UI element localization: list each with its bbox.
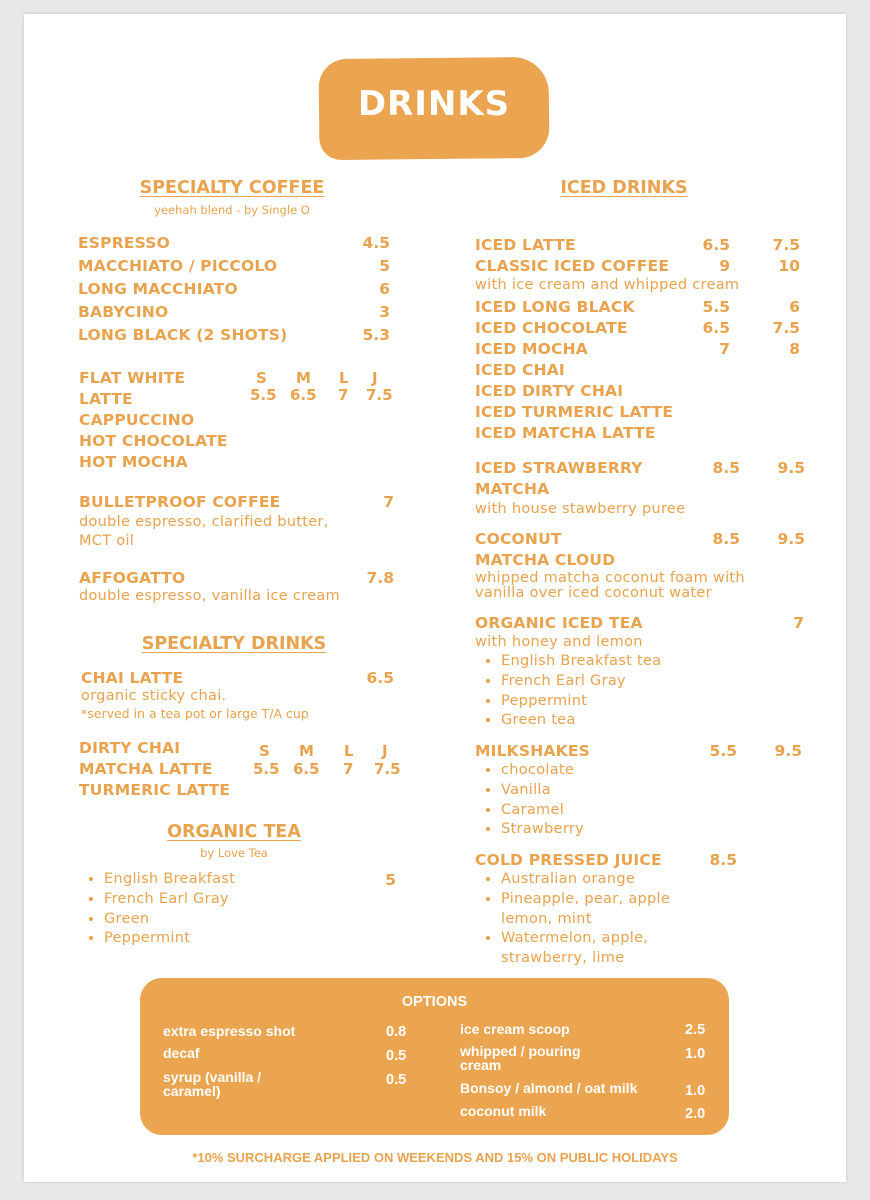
menu-item-name: COCONUT [475,530,562,548]
menu-item-name: MACCHIATO / PICCOLO [78,257,278,275]
menu-item-price: 4.5 [362,234,390,252]
size-price: 7 [338,386,349,404]
menu-item-name: ICED LATTE [475,236,576,254]
menu-item-name: MATCHA [475,480,550,498]
surcharge-note: *10% SURCHARGE APPLIED ON WEEKENDS AND 15% ON PUBLIC HOLIDAYS [192,1150,678,1165]
organic-tea-subtitle: by Love Tea [200,846,268,860]
option-label: coconut milk [460,1103,547,1119]
menu-item-price: 6.5 [702,319,730,337]
menu-item-name: CHAI LATTE [81,669,184,687]
menu-item-name: ICED LONG BLACK [475,298,635,316]
menu-item-name: ICED CHOCOLATE [475,319,628,337]
menu-item-description: with ice cream and whipped cream [475,277,740,293]
juice-list [476,870,670,969]
list-item: • Vanilla [501,781,584,801]
size-price: 7 [343,760,354,778]
menu-item-price: 5.5 [709,742,737,760]
size-price: 6.5 [290,386,317,404]
menu-item-note: *served in a tea pot or large T/A cup [81,706,309,721]
menu-item-description: double espresso, clarified butter, [79,514,329,530]
option-price: 0.8 [386,1024,407,1040]
menu-item-name: BULLETPROOF COFFEE [79,493,281,511]
list-item: • Green [104,910,235,930]
menu-item-price: 7 [793,614,804,632]
menu-item-price: 5 [385,871,396,889]
list-item: • English Breakfast [104,870,235,890]
menu-item-price: 5.3 [362,326,390,344]
options-title: OPTIONS [401,994,468,1010]
size-label: J [372,369,378,387]
list-item: • Pineapple, pear, apple [501,890,670,910]
menu-item-description: vanilla over iced coconut water [475,585,712,601]
menu-item-price: 8 [789,340,800,358]
option-price: 0.5 [386,1072,407,1088]
menu-item-price: 3 [379,303,390,321]
menu-item-name: FLAT WHITE [79,369,186,387]
menu-item-price: 6.5 [702,236,730,254]
menu-item-price: 6 [789,298,800,316]
list-item: • Australian orange [501,870,670,890]
specialty-coffee-subtitle: yeehah blend - by Single O [154,203,310,217]
list-item: • Green tea [501,711,661,731]
menu-item-price: 7.5 [772,236,800,254]
menu-item-price: 5 [379,257,390,275]
option-label: Bonsoy / almond / oat milk [460,1080,638,1096]
menu-item-price: 8.5 [712,530,740,548]
list-item: • French Earl Gray [104,890,235,910]
menu-item-description: with house stawberry puree [475,501,686,517]
options-box [140,978,729,1135]
menu-item-price: 8.5 [712,459,740,477]
list-item-continued: strawberry, lime [501,950,625,967]
menu-page [24,14,846,1182]
menu-item-price: 7.8 [366,569,394,587]
organic-tea-list [79,870,235,949]
size-price: 5.5 [250,386,277,404]
menu-item-description: MCT oil [79,533,135,549]
option-label: decaf [163,1045,200,1061]
specialty-coffee-heading: SPECIALTY COFFEE [139,178,325,198]
menu-item-price: 9.5 [777,459,805,477]
size-label: M [296,369,311,387]
menu-item-price: 9.5 [777,530,805,548]
specialty-drinks-heading: SPECIALTY DRINKS [141,634,327,654]
menu-item-name: LONG BLACK (2 SHOTS) [78,326,288,344]
menu-item-price: 7 [383,493,394,511]
option-price: 0.5 [386,1048,407,1064]
menu-item-price: 6 [379,280,390,298]
menu-item-name: BABYCINO [78,303,169,321]
menu-item-price: 7.5 [772,319,800,337]
list-item: • Peppermint [501,692,661,712]
menu-item-name: ICED DIRTY CHAI [475,382,624,400]
option-label: extra espresso shot [163,1023,296,1039]
option-price: 1.0 [685,1046,706,1062]
option-label: caramel) [163,1083,221,1099]
menu-item-name: ICED STRAWBERRY [475,459,643,477]
list-item: • Strawberry [501,820,584,840]
menu-item-name: ICED MOCHA [475,340,588,358]
organic-tea-heading: ORGANIC TEA [167,822,301,842]
menu-item-name: LATTE [79,390,133,408]
menu-item-description: whipped matcha coconut foam with [475,570,745,586]
menu-item-price: 9 [719,257,730,275]
menu-item-name: CAPPUCCINO [79,411,195,429]
menu-item-description: double espresso, vanilla ice cream [79,588,340,604]
size-price: 5.5 [253,760,280,778]
option-price: 1.0 [685,1083,706,1099]
option-price: 2.5 [685,1022,706,1038]
size-price: 6.5 [293,760,320,778]
size-label: S [256,369,267,387]
menu-item-name: ICED TURMERIC LATTE [475,403,674,421]
list-item: • Caramel [501,801,584,821]
menu-item-name: ICED CHAI [475,361,565,379]
option-price: 2.0 [685,1106,706,1122]
menu-item-name: ESPRESSO [78,234,171,252]
menu-item-price: 8.5 [709,851,737,869]
menu-item-name: MATCHA LATTE [79,760,213,778]
menu-item-name: LONG MACCHIATO [78,280,238,298]
iced-tea-list [476,652,661,731]
option-label: syrup (vanilla / [163,1069,262,1085]
menu-item-name: MATCHA CLOUD [475,551,616,569]
menu-item-name: CLASSIC ICED COFFEE [475,257,670,275]
list-item: • French Earl Gray [501,672,661,692]
iced-drinks-heading: ICED DRINKS [560,178,688,198]
menu-item-name: MILKSHAKES [475,742,590,760]
size-label: L [344,742,354,760]
option-label: cream [460,1057,502,1073]
menu-item-name: HOT CHOCOLATE [79,432,228,450]
menu-item-description: organic sticky chai. [81,688,227,704]
menu-item-price: 9.5 [774,742,802,760]
menu-item-price: 6.5 [366,669,394,687]
menu-item-price: 10 [778,257,800,275]
list-item: • Peppermint [104,929,235,949]
list-item: • English Breakfast tea [501,652,661,672]
menu-item-name: DIRTY CHAI [79,739,181,757]
page-title: DRINKS [357,84,511,124]
milkshakes-list [476,761,584,840]
menu-item-description: with honey and lemon [475,634,643,650]
size-price: 7.5 [374,760,401,778]
list-item: • chocolate [501,761,584,781]
menu-item-name: HOT MOCHA [79,453,188,471]
menu-item-name: COLD PRESSED JUICE [475,851,662,869]
menu-item-price: 7 [719,340,730,358]
size-label: S [259,742,270,760]
size-label: J [382,742,388,760]
size-price: 7.5 [366,386,393,404]
option-label: ice cream scoop [460,1021,570,1037]
menu-item-name: TURMERIC LATTE [79,781,231,799]
menu-item-price: 5.5 [702,298,730,316]
menu-item-name: AFFOGATTO [79,569,186,587]
list-item: • Watermelon, apple, [501,929,670,949]
size-label: L [339,369,349,387]
list-item-continued: lemon, mint [501,910,592,927]
option-label: whipped / pouring [460,1043,581,1059]
size-label: M [299,742,314,760]
menu-item-name: ICED MATCHA LATTE [475,424,656,442]
menu-item-name: ORGANIC ICED TEA [475,614,643,632]
